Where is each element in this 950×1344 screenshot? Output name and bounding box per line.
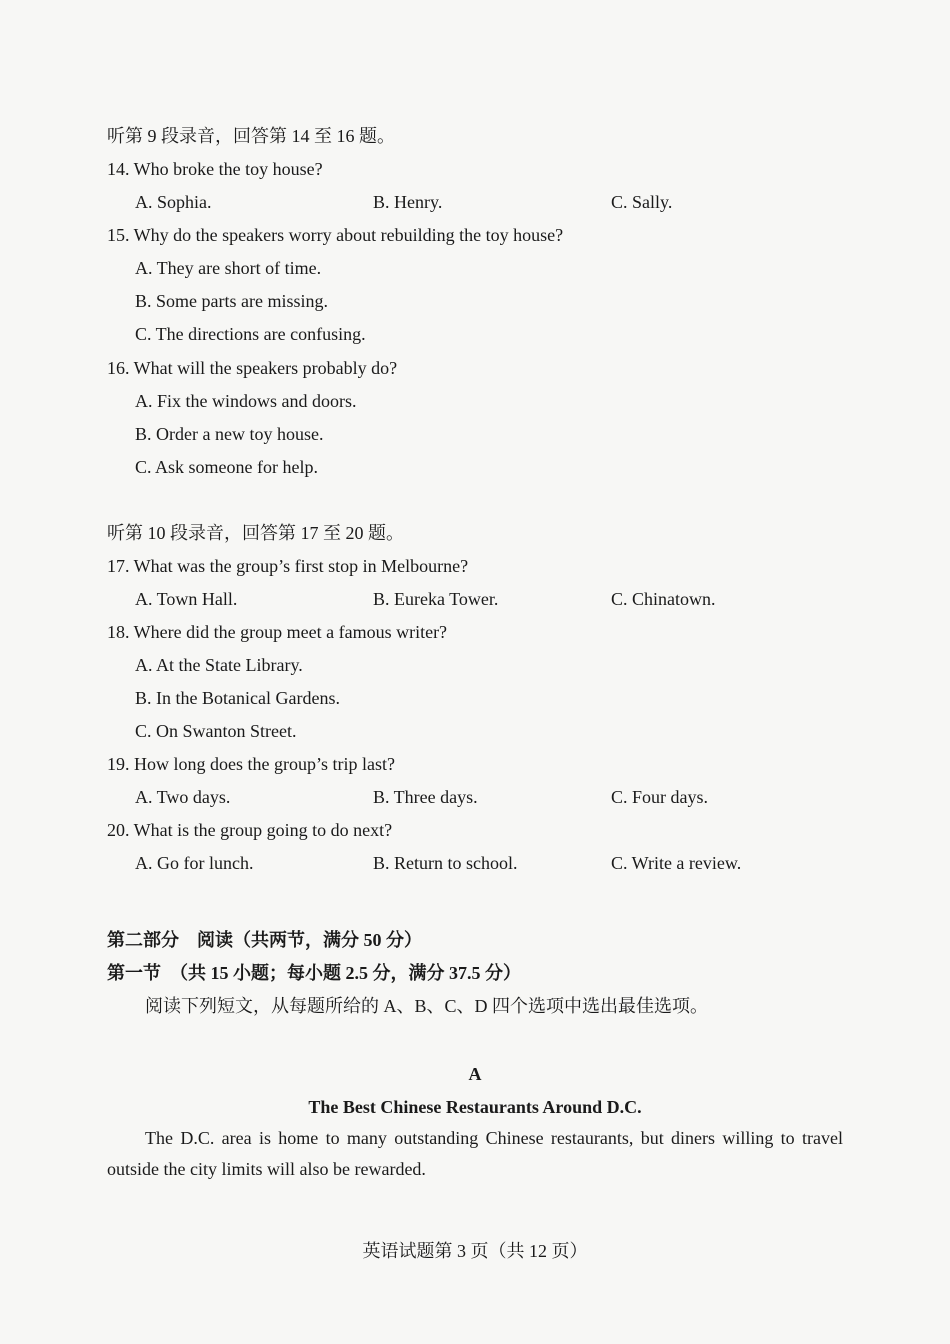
q19-option-c: C. Four days. (611, 787, 709, 807)
passage-paragraph: The D.C. area is home to many outstanding Chinese restaurants, but diners willing to travel outside the city limits will also be rewarded. (107, 1128, 843, 1179)
q15-option-b: B. Some parts are missing. (135, 291, 328, 311)
section9-header: 听第 9 段录音，回答第 14 至 16 题。 (107, 126, 395, 146)
passage-title: The Best Chinese Restaurants Around D.C. (308, 1097, 642, 1117)
passage-letter: A (468, 1064, 482, 1084)
q16-option-a: A. Fix the windows and doors. (135, 391, 357, 411)
q15-option-a: A. They are short of time. (135, 258, 322, 278)
q14-option-a: A. Sophia. (135, 192, 212, 212)
q16-option-c: C. Ask someone for help. (135, 457, 318, 477)
q18-option-a: A. At the State Library. (135, 655, 303, 675)
part2-header: 第二部分 阅读（共两节，满分 50 分） (107, 930, 422, 950)
question-18: 18. Where did the group meet a famous writer? (107, 622, 448, 642)
question-16: 16. What will the speakers probably do? (107, 358, 398, 378)
q17-option-b: B. Eureka Tower. (373, 589, 499, 609)
page-footer: 英语试题第 3 页（共 12 页） (362, 1241, 588, 1261)
q20-option-b: B. Return to school. (373, 853, 518, 873)
q17-option-a: A. Town Hall. (135, 589, 238, 609)
q16-option-b: B. Order a new toy house. (135, 424, 324, 444)
q20-option-a: A. Go for lunch. (135, 853, 254, 873)
q19-option-b: B. Three days. (373, 787, 478, 807)
instructions: 阅读下列短文，从每题所给的 A、B、C、D 四个选项中选出最佳选项。 (145, 996, 709, 1016)
q19-option-a: A. Two days. (135, 787, 231, 807)
section1-header: 第一节 （共 15 小题；每小题 2.5 分，满分 37.5 分） (107, 963, 521, 983)
question-15: 15. Why do the speakers worry about rebuilding the toy house? (107, 225, 564, 245)
q20-option-c: C. Write a review. (611, 853, 742, 873)
q17-option-c: C. Chinatown. (611, 589, 716, 609)
q14-option-b: B. Henry. (373, 192, 443, 212)
q14-option-c: C. Sally. (611, 192, 673, 212)
question-19: 19. How long does the group’s trip last? (107, 754, 395, 774)
q18-option-b: B. In the Botanical Gardens. (135, 688, 340, 708)
q15-option-c: C. The directions are confusing. (135, 324, 366, 344)
section10-header: 听第 10 段录音，回答第 17 至 20 题。 (107, 523, 404, 543)
question-20: 20. What is the group going to do next? (107, 820, 393, 840)
question-14: 14. Who broke the toy house? (107, 159, 323, 179)
q18-option-c: C. On Swanton Street. (135, 721, 297, 741)
question-17: 17. What was the group’s first stop in Melbourne? (107, 556, 469, 576)
